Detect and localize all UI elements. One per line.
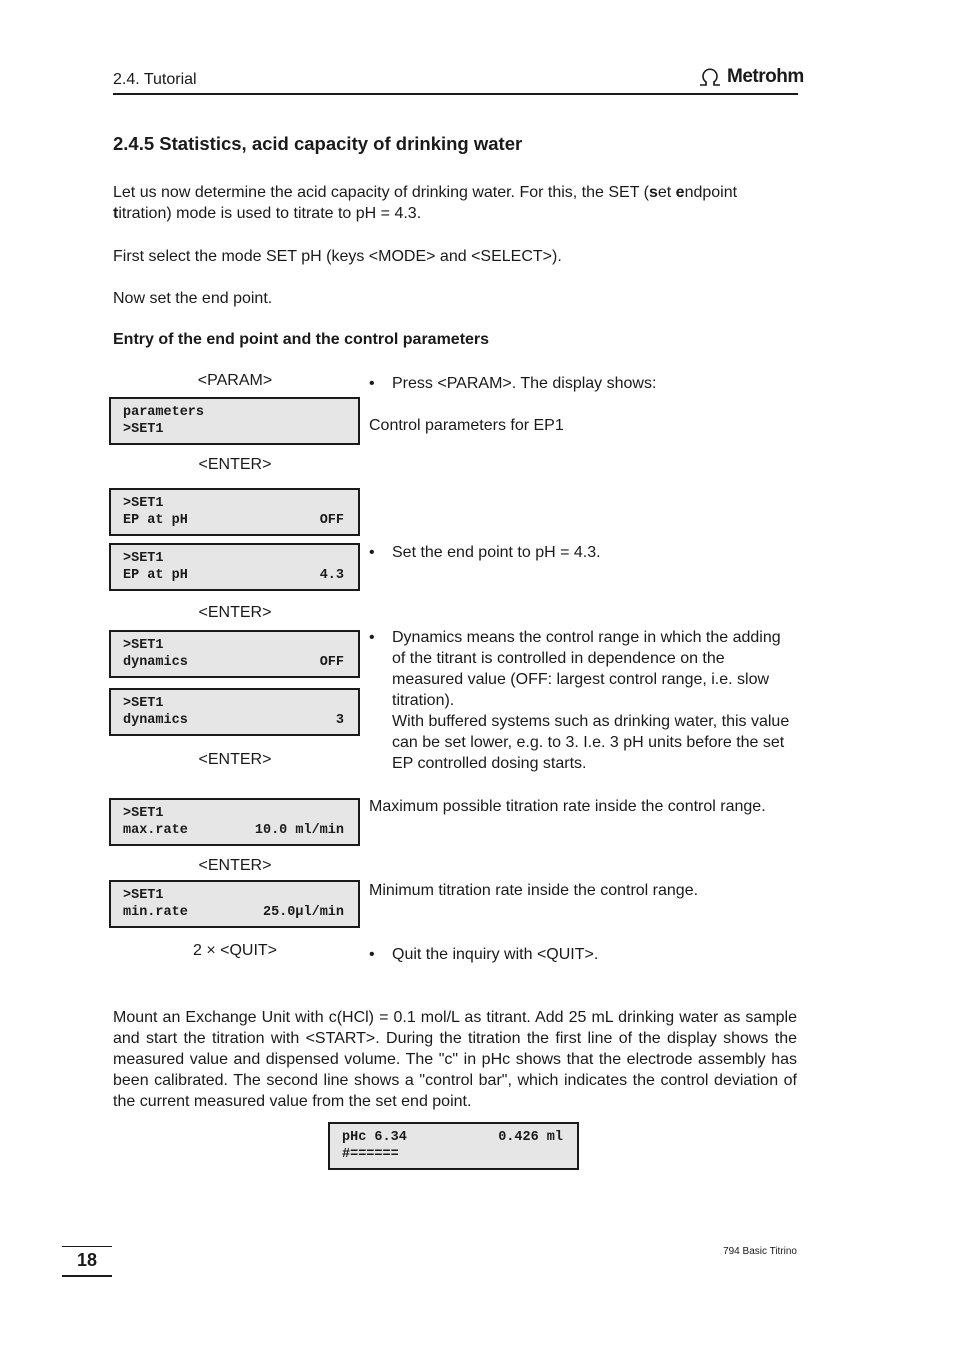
desc-max-rate: Maximum possible titration rate inside the control range. bbox=[369, 798, 766, 815]
key-enter: <ENTER> bbox=[198, 751, 272, 768]
display-titration-running: pHc 6.34 0.426 ml #====== bbox=[328, 1122, 579, 1170]
bullet-icon: • bbox=[369, 544, 375, 561]
header-rule bbox=[113, 93, 798, 95]
page-number-rule bbox=[62, 1246, 112, 1247]
bullet-dynamics: • Dynamics means the control range in which the adding of the titrant is controlled in dependence on the measured value (OFF: largest control range, i.e. slow titration). With buffered systems such as drinking water, this value can be set lower, e.g. to 3. I.e. 3 pH units before the set EP controlled dosing starts. bbox=[369, 629, 790, 772]
bullet-set-endpoint: • Set the end point to pH = 4.3. bbox=[369, 544, 601, 561]
intro-paragraph-2: First select the mode SET pH (keys <MODE> and <SELECT>). bbox=[113, 248, 562, 265]
brand-name: Metrohm bbox=[727, 66, 804, 87]
display-dynamics-off: >SET1 dynamics OFF bbox=[109, 630, 360, 678]
omega-icon bbox=[697, 67, 723, 87]
running-header-section: 2.4. Tutorial bbox=[113, 71, 197, 88]
closing-paragraph: Mount an Exchange Unit with c(HCl) = 0.1 mol/L as titrant. Add 25 mL drinking water as sample and start the titration with <START>. During the titration the first line of the display shows the measured value and dispensed volume. The "c" in pHc shows that the electrode assembly has been calibrated. The second line shows a "control bar", which indicates the control deviation of the current measured value from the set end point. bbox=[113, 1009, 797, 1110]
display-parameters: parameters >SET1 bbox=[109, 397, 360, 445]
bullet-quit: • Quit the inquiry with <QUIT>. bbox=[369, 946, 599, 963]
brand-logo bbox=[697, 66, 804, 88]
page-number-rule bbox=[62, 1275, 112, 1277]
bullet-press-param: • Press <PARAM>. The display shows: bbox=[369, 375, 657, 392]
desc-min-rate: Minimum titration rate inside the control range. bbox=[369, 882, 699, 899]
subheading: Entry of the end point and the control parameters bbox=[113, 331, 490, 348]
key-enter: <ENTER> bbox=[198, 604, 272, 621]
bullet-icon: • bbox=[369, 375, 375, 392]
product-name: 794 Basic Titrino bbox=[723, 1246, 797, 1257]
display-min-rate: >SET1 min.rate 25.0µl/min bbox=[109, 880, 360, 928]
intro-paragraph-1: Let us now determine the acid capacity of drinking water. For this, the SET (set endpoint titration) mode is used to titrate to pH = 4.3. bbox=[113, 184, 738, 222]
key-enter: <ENTER> bbox=[198, 456, 272, 473]
display-ep-off: >SET1 EP at pH OFF bbox=[109, 488, 360, 536]
key-quit: 2 × <QUIT> bbox=[192, 942, 278, 959]
section-title: 2.4.5 Statistics, acid capacity of drinking water bbox=[113, 133, 523, 154]
key-enter: <ENTER> bbox=[198, 857, 272, 874]
display-dynamics-value: >SET1 dynamics 3 bbox=[109, 688, 360, 736]
intro-paragraph-3: Now set the end point. bbox=[113, 290, 273, 307]
key-param: <PARAM> bbox=[197, 372, 273, 389]
desc-control-params: Control parameters for EP1 bbox=[369, 417, 564, 434]
display-max-rate: >SET1 max.rate 10.0 ml/min bbox=[109, 798, 360, 846]
bullet-icon: • bbox=[369, 629, 375, 646]
page-number: 18 bbox=[76, 1250, 98, 1270]
bullet-icon: • bbox=[369, 946, 375, 963]
display-ep-value: >SET1 EP at pH 4.3 bbox=[109, 543, 360, 591]
